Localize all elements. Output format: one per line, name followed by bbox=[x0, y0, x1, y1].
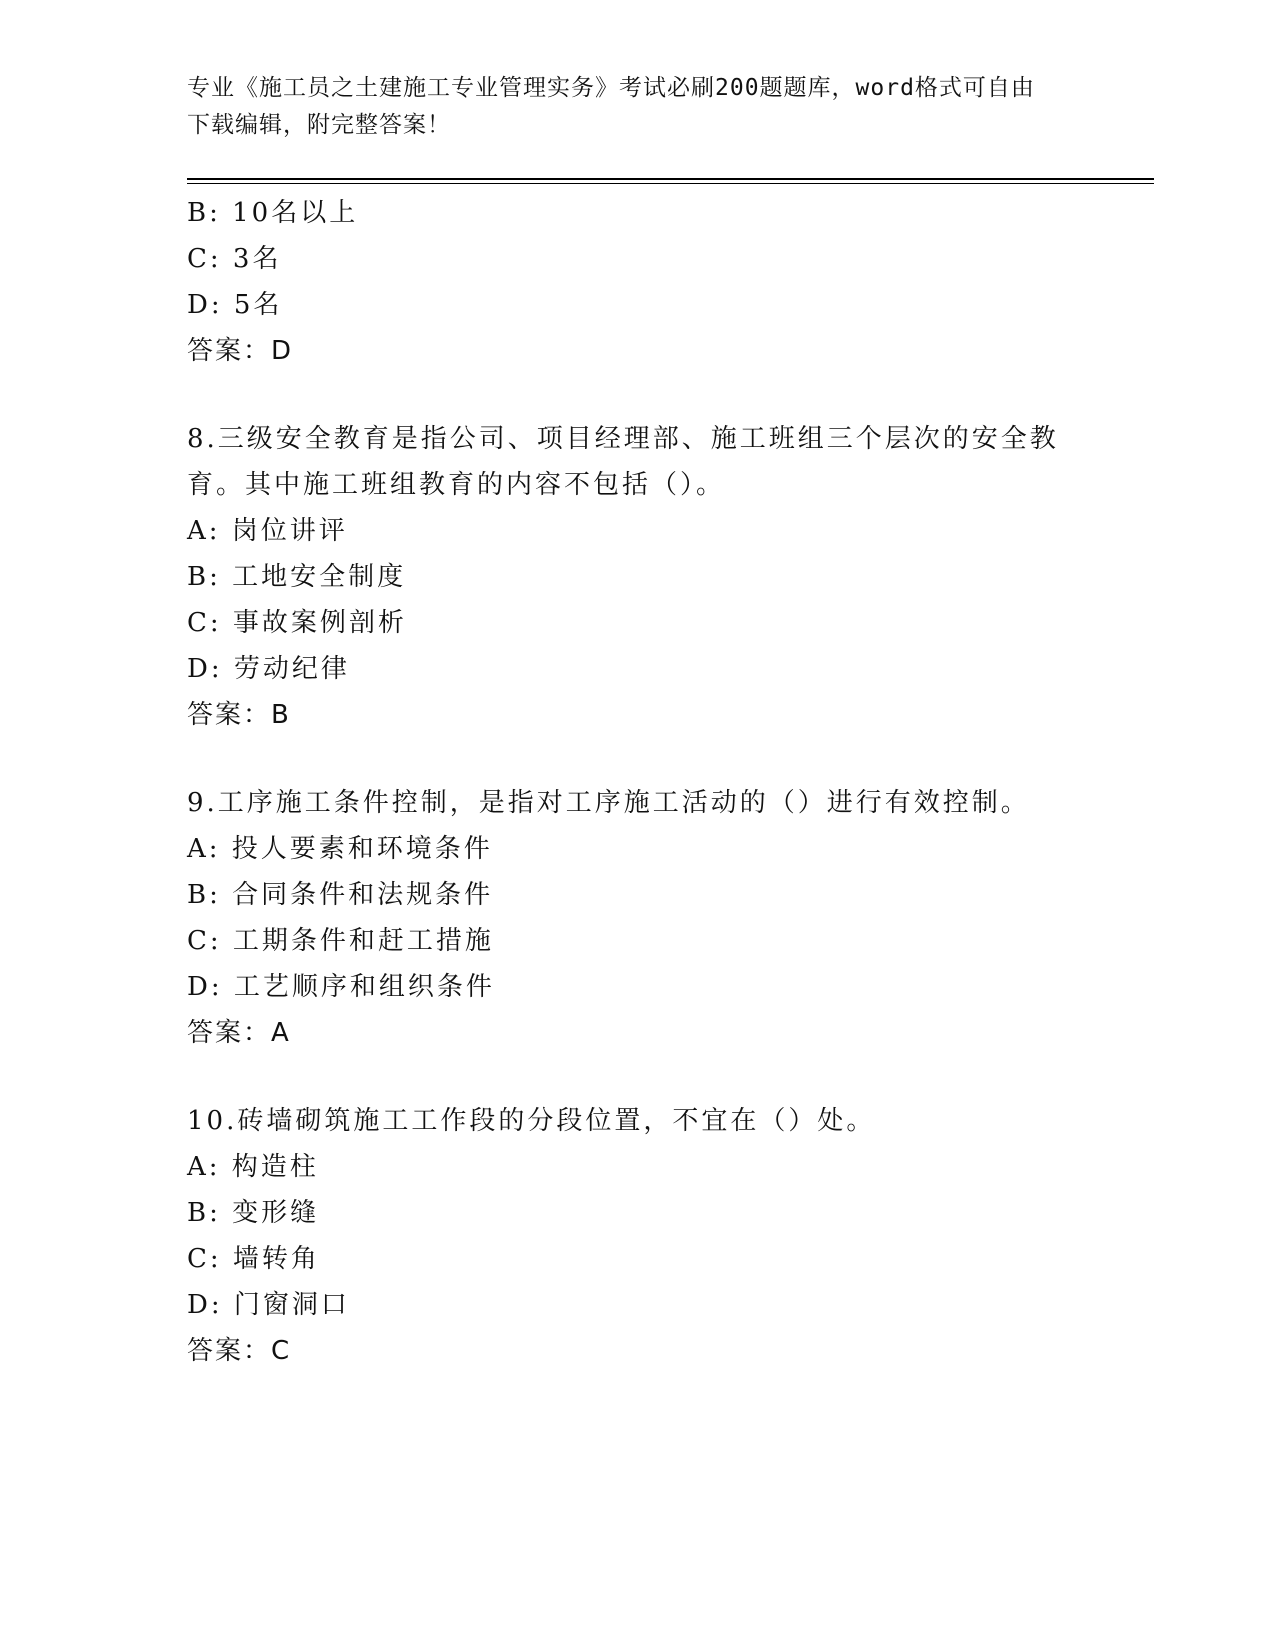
option-c: C: 事故案例剖析 bbox=[187, 608, 407, 638]
answer-line: 答案：A bbox=[187, 1018, 291, 1048]
question-text bbox=[187, 416, 1067, 508]
document-body bbox=[187, 190, 1087, 1374]
option-c: C: 3名 bbox=[187, 244, 282, 274]
answer-line: 答案：B bbox=[187, 700, 291, 730]
option-c: C: 工期条件和赶工措施 bbox=[187, 926, 494, 956]
question-text-line-2: 育。其中施工班组教育的内容不包括（）。 bbox=[187, 470, 726, 500]
question-block-7 bbox=[187, 190, 1087, 374]
question-text bbox=[187, 1098, 1067, 1144]
question-block-9 bbox=[187, 780, 1087, 1056]
option-a: A: 岗位讲评 bbox=[187, 516, 348, 546]
header-line-2: 下载编辑，附完整答案！ bbox=[187, 112, 451, 138]
question-text-line-1: 10.砖墙砌筑施工工作段的分段位置，不宜在（）处。 bbox=[187, 1106, 876, 1136]
option-a: A: 投人要素和环境条件 bbox=[187, 834, 493, 864]
question-text-line-1: 8.三级安全教育是指公司、项目经理部、施工班组三个层次的安全教 bbox=[187, 424, 1059, 454]
option-a: A: 构造柱 bbox=[187, 1152, 319, 1182]
header-divider bbox=[187, 178, 1154, 184]
question-block-8 bbox=[187, 416, 1087, 738]
option-b: B: 变形缝 bbox=[187, 1198, 320, 1228]
header-line-1: 专业《施工员之土建施工专业管理实务》考试必刷200题题库，word格式可自由 bbox=[187, 75, 1035, 101]
option-d: D: 劳动纪律 bbox=[187, 654, 350, 684]
option-d: D: 5名 bbox=[187, 290, 283, 320]
block-spacer bbox=[187, 374, 1087, 416]
answer-line: 答案：C bbox=[187, 1336, 292, 1366]
option-c: C: 墙转角 bbox=[187, 1244, 320, 1274]
question-block-10 bbox=[187, 1098, 1087, 1374]
option-b: B: 工地安全制度 bbox=[187, 562, 407, 592]
answer-line: 答案：D bbox=[187, 336, 294, 366]
block-spacer bbox=[187, 738, 1087, 780]
block-spacer bbox=[187, 1056, 1087, 1098]
question-text-line-1: 9.工序施工条件控制，是指对工序施工活动的（）进行有效控制。 bbox=[187, 788, 1030, 818]
option-b: B: 10名以上 bbox=[187, 198, 359, 228]
option-b: B: 合同条件和法规条件 bbox=[187, 880, 494, 910]
option-d: D: 门窗洞口 bbox=[187, 1290, 350, 1320]
document-header bbox=[187, 70, 1067, 144]
question-text bbox=[187, 780, 1067, 826]
option-d: D: 工艺顺序和组织条件 bbox=[187, 972, 495, 1002]
